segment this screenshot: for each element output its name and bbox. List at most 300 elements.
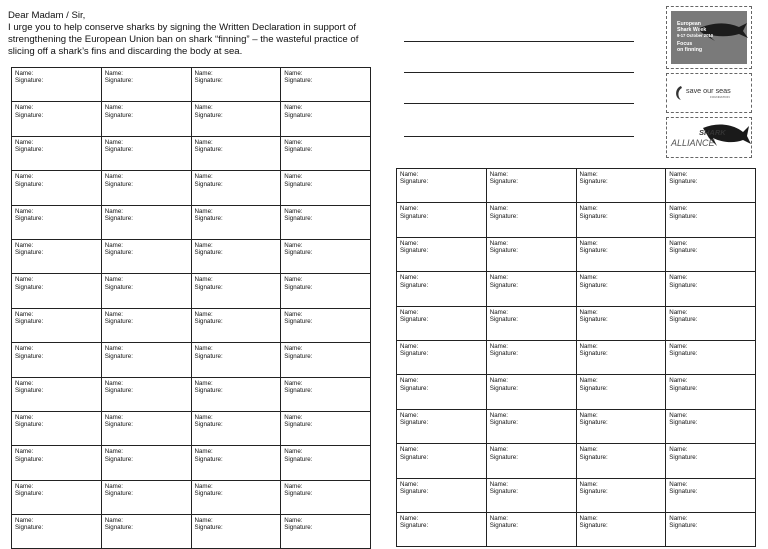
signature-cell[interactable]	[191, 515, 281, 549]
signature-label: Signature:	[194, 283, 223, 291]
signature-label: Signature:	[489, 281, 518, 289]
signature-grid-left	[11, 67, 371, 549]
signature-label: Signature:	[400, 487, 429, 495]
signature-cell[interactable]	[486, 409, 576, 443]
signature-cell[interactable]	[666, 169, 756, 203]
signature-cell[interactable]	[191, 343, 281, 377]
signature-row	[397, 169, 756, 203]
signature-cell[interactable]	[101, 205, 191, 239]
signature-cell[interactable]	[576, 478, 666, 512]
signature-cell[interactable]	[486, 512, 576, 546]
signature-cell[interactable]	[12, 68, 102, 102]
signature-cell[interactable]	[12, 136, 102, 170]
signature-label: Signature:	[669, 453, 698, 461]
signature-row	[12, 446, 371, 480]
signature-label: Signature:	[579, 487, 608, 495]
signature-row	[12, 411, 371, 445]
name-label: Name:	[104, 448, 123, 456]
address-line	[404, 41, 634, 42]
letter-line: slicing off a shark’s fins and discarding the body at sea.	[8, 46, 243, 58]
shark-week-focus-1: Focus	[677, 41, 693, 47]
save-our-seas-stamp	[666, 73, 752, 113]
signature-cell[interactable]	[12, 102, 102, 136]
signature-label: Signature:	[284, 283, 313, 291]
signature-label: Signature:	[669, 281, 698, 289]
signature-label: Signature:	[15, 249, 44, 257]
name-label: Name:	[284, 207, 303, 215]
signature-cell[interactable]	[486, 478, 576, 512]
signature-cell[interactable]	[576, 237, 666, 271]
signature-cell[interactable]	[486, 272, 576, 306]
letter-text	[8, 10, 368, 58]
name-label: Name:	[579, 514, 598, 522]
name-label: Name:	[284, 104, 303, 112]
signature-label: Signature:	[489, 247, 518, 255]
signature-label: Signature:	[489, 350, 518, 358]
name-label: Name:	[104, 310, 123, 318]
name-label: Name:	[489, 171, 508, 178]
name-label: Name:	[15, 276, 34, 284]
name-label: Name:	[489, 411, 508, 419]
signature-cell[interactable]	[12, 274, 102, 308]
signature-label: Signature:	[669, 247, 698, 255]
signature-cell[interactable]	[486, 237, 576, 271]
name-label: Name:	[104, 173, 123, 181]
name-label: Name:	[400, 274, 419, 282]
name-label: Name:	[15, 379, 34, 387]
signature-label: Signature:	[400, 212, 429, 220]
signature-label: Signature:	[284, 249, 313, 257]
name-label: Name:	[15, 413, 34, 421]
name-label: Name:	[400, 342, 419, 350]
signature-cell[interactable]	[486, 340, 576, 374]
signature-label: Signature:	[489, 178, 518, 186]
signature-cell[interactable]	[397, 478, 487, 512]
signature-label: Signature:	[194, 214, 223, 222]
signature-cell[interactable]	[101, 411, 191, 445]
signature-cell[interactable]	[576, 375, 666, 409]
signature-cell[interactable]	[101, 480, 191, 514]
signature-cell[interactable]	[397, 203, 487, 237]
signature-label: Signature:	[400, 453, 429, 461]
signature-label: Signature:	[400, 247, 429, 255]
signature-label: Signature:	[15, 421, 44, 429]
signature-label: Signature:	[15, 490, 44, 498]
name-label: Name:	[194, 345, 213, 353]
signature-cell[interactable]	[12, 446, 102, 480]
name-label: Name:	[104, 70, 123, 77]
shark-alliance-stamp	[666, 117, 752, 158]
name-label: Name:	[194, 310, 213, 318]
name-label: Name:	[579, 239, 598, 247]
name-label: Name:	[15, 241, 34, 249]
save-our-seas-logo-text: save our seas	[686, 86, 731, 95]
signature-cell[interactable]	[397, 340, 487, 374]
name-label: Name:	[579, 308, 598, 316]
signature-label: Signature:	[194, 180, 223, 188]
signature-label: Signature:	[15, 77, 44, 85]
signature-cell[interactable]	[191, 68, 281, 102]
signature-cell[interactable]	[281, 515, 371, 549]
signature-cell[interactable]	[576, 203, 666, 237]
name-label: Name:	[489, 514, 508, 522]
signature-label: Signature:	[669, 350, 698, 358]
signature-label: Signature:	[579, 247, 608, 255]
signature-cell[interactable]	[666, 306, 756, 340]
signature-cell[interactable]	[101, 308, 191, 342]
signature-cell[interactable]	[281, 205, 371, 239]
name-label: Name:	[669, 411, 688, 419]
name-label: Name:	[400, 171, 419, 178]
signature-cell[interactable]	[101, 446, 191, 480]
signature-cell[interactable]	[12, 205, 102, 239]
name-label: Name:	[669, 308, 688, 316]
signature-cell[interactable]	[191, 480, 281, 514]
signature-cell[interactable]	[191, 377, 281, 411]
signature-cell[interactable]	[666, 203, 756, 237]
signature-cell[interactable]	[101, 68, 191, 102]
signature-label: Signature:	[104, 283, 133, 291]
address-line	[404, 136, 634, 137]
name-label: Name:	[15, 207, 34, 215]
name-label: Name:	[15, 448, 34, 456]
signature-label: Signature:	[284, 77, 313, 85]
signature-cell[interactable]	[191, 308, 281, 342]
name-label: Name:	[284, 241, 303, 249]
name-label: Name:	[284, 310, 303, 318]
signature-cell[interactable]	[397, 306, 487, 340]
name-label: Name:	[104, 104, 123, 112]
shark-week-stamp	[666, 6, 752, 69]
signature-cell[interactable]	[191, 239, 281, 273]
signature-label: Signature:	[104, 180, 133, 188]
signature-row	[12, 239, 371, 273]
address-line	[404, 103, 634, 104]
signature-label: Signature:	[489, 419, 518, 427]
signature-cell[interactable]	[576, 169, 666, 203]
signature-label: Signature:	[400, 384, 429, 392]
signature-cell[interactable]	[576, 444, 666, 478]
signature-row	[12, 68, 371, 102]
signature-cell[interactable]	[101, 102, 191, 136]
signature-label: Signature:	[579, 522, 608, 530]
name-label: Name:	[489, 274, 508, 282]
signature-label: Signature:	[15, 524, 44, 532]
name-label: Name:	[669, 480, 688, 488]
shark-week-focus-2: on finning	[677, 47, 703, 53]
signature-row	[397, 478, 756, 512]
signature-label: Signature:	[400, 178, 429, 186]
name-label: Name:	[104, 276, 123, 284]
signature-cell[interactable]	[101, 377, 191, 411]
signature-cell[interactable]	[101, 239, 191, 273]
signature-cell[interactable]	[12, 411, 102, 445]
signature-label: Signature:	[284, 111, 313, 119]
name-label: Name:	[400, 480, 419, 488]
signature-row	[397, 375, 756, 409]
signature-label: Signature:	[669, 178, 698, 186]
signature-cell[interactable]	[101, 171, 191, 205]
signature-label: Signature:	[489, 453, 518, 461]
name-label: Name:	[284, 379, 303, 387]
signature-label: Signature:	[579, 453, 608, 461]
signature-cell[interactable]	[281, 377, 371, 411]
name-label: Name:	[579, 342, 598, 350]
name-label: Name:	[284, 517, 303, 525]
signature-label: Signature:	[579, 178, 608, 186]
name-label: Name:	[194, 138, 213, 146]
name-label: Name:	[579, 480, 598, 488]
signature-row	[12, 308, 371, 342]
signature-cell[interactable]	[101, 343, 191, 377]
signature-label: Signature:	[194, 421, 223, 429]
signature-label: Signature:	[400, 419, 429, 427]
signature-label: Signature:	[15, 455, 44, 463]
signature-cell[interactable]	[666, 444, 756, 478]
signature-cell[interactable]	[281, 411, 371, 445]
signature-cell[interactable]	[101, 136, 191, 170]
signature-label: Signature:	[579, 315, 608, 323]
name-label: Name:	[15, 70, 34, 77]
signature-label: Signature:	[579, 419, 608, 427]
signature-cell[interactable]	[666, 409, 756, 443]
signature-cell[interactable]	[666, 512, 756, 546]
name-label: Name:	[669, 377, 688, 385]
signature-label: Signature:	[284, 180, 313, 188]
signature-label: Signature:	[15, 386, 44, 394]
name-label: Name:	[15, 104, 34, 112]
signature-cell[interactable]	[191, 136, 281, 170]
signature-label: Signature:	[284, 318, 313, 326]
signature-label: Signature:	[194, 77, 223, 85]
signature-row	[397, 409, 756, 443]
signature-cell[interactable]	[12, 515, 102, 549]
signature-cell[interactable]	[397, 237, 487, 271]
signature-cell[interactable]	[191, 205, 281, 239]
signature-cell[interactable]	[101, 515, 191, 549]
signature-row	[12, 343, 371, 377]
signature-label: Signature:	[194, 386, 223, 394]
shark-alliance-word-2: ALLIANCE	[671, 138, 715, 148]
signature-label: Signature:	[194, 352, 223, 360]
signature-cell[interactable]	[281, 480, 371, 514]
name-label: Name:	[104, 413, 123, 421]
signature-cell[interactable]	[191, 102, 281, 136]
signature-label: Signature:	[669, 522, 698, 530]
signature-label: Signature:	[284, 524, 313, 532]
signature-label: Signature:	[489, 487, 518, 495]
signature-row	[397, 203, 756, 237]
signature-label: Signature:	[15, 214, 44, 222]
signature-cell[interactable]	[666, 237, 756, 271]
name-label: Name:	[15, 310, 34, 318]
name-label: Name:	[194, 241, 213, 249]
name-label: Name:	[104, 241, 123, 249]
name-label: Name:	[489, 205, 508, 213]
name-label: Name:	[284, 482, 303, 490]
signature-cell[interactable]	[397, 409, 487, 443]
signature-cell[interactable]	[397, 375, 487, 409]
signature-cell[interactable]	[281, 171, 371, 205]
name-label: Name:	[15, 345, 34, 353]
signature-label: Signature:	[194, 249, 223, 257]
name-label: Name:	[284, 448, 303, 456]
signature-label: Signature:	[669, 212, 698, 220]
name-label: Name:	[104, 379, 123, 387]
name-label: Name:	[579, 377, 598, 385]
signature-grid-right	[396, 168, 756, 547]
signature-label: Signature:	[284, 421, 313, 429]
shark-week-title-1: European	[677, 21, 701, 27]
signature-label: Signature:	[15, 283, 44, 291]
signature-label: Signature:	[15, 180, 44, 188]
signature-label: Signature:	[194, 455, 223, 463]
signature-cell[interactable]	[12, 308, 102, 342]
signature-cell[interactable]	[281, 308, 371, 342]
name-label: Name:	[194, 379, 213, 387]
signature-label: Signature:	[104, 455, 133, 463]
signature-cell[interactable]	[666, 272, 756, 306]
name-label: Name:	[489, 480, 508, 488]
name-label: Name:	[104, 482, 123, 490]
shark-week-date: 9-17 October 2010	[677, 33, 714, 38]
signature-row	[12, 377, 371, 411]
name-label: Name:	[194, 517, 213, 525]
signature-label: Signature:	[284, 490, 313, 498]
name-label: Name:	[489, 239, 508, 247]
signature-cell[interactable]	[101, 274, 191, 308]
signature-cell[interactable]	[576, 340, 666, 374]
name-label: Name:	[400, 411, 419, 419]
name-label: Name:	[194, 104, 213, 112]
signature-cell[interactable]	[12, 171, 102, 205]
name-label: Name:	[194, 413, 213, 421]
signature-label: Signature:	[194, 490, 223, 498]
name-label: Name:	[400, 514, 419, 522]
name-label: Name:	[104, 207, 123, 215]
signature-cell[interactable]	[576, 512, 666, 546]
name-label: Name:	[284, 345, 303, 353]
signature-label: Signature:	[15, 318, 44, 326]
shark-week-title-2: Shark Week	[677, 27, 707, 33]
signature-cell[interactable]	[486, 306, 576, 340]
name-label: Name:	[284, 413, 303, 421]
name-label: Name:	[489, 308, 508, 316]
signature-cell[interactable]	[12, 239, 102, 273]
signature-cell[interactable]	[397, 444, 487, 478]
signature-cell[interactable]	[281, 136, 371, 170]
signature-cell[interactable]	[281, 343, 371, 377]
name-label: Name:	[15, 482, 34, 490]
name-label: Name:	[104, 138, 123, 146]
letter-line: I urge you to help conserve sharks by signing the Written Declaration in support of	[8, 22, 357, 34]
name-label: Name:	[400, 446, 419, 454]
signature-label: Signature:	[400, 522, 429, 530]
name-label: Name:	[669, 274, 688, 282]
signature-cell[interactable]	[281, 446, 371, 480]
signature-label: Signature:	[104, 249, 133, 257]
name-label: Name:	[194, 448, 213, 456]
signature-label: Signature:	[284, 386, 313, 394]
name-label: Name:	[284, 138, 303, 146]
signature-label: Signature:	[104, 524, 133, 532]
signature-cell[interactable]	[281, 102, 371, 136]
signature-cell[interactable]	[576, 306, 666, 340]
signature-cell[interactable]	[486, 203, 576, 237]
signature-label: Signature:	[669, 384, 698, 392]
signature-row	[12, 171, 371, 205]
name-label: Name:	[15, 517, 34, 525]
name-label: Name:	[194, 207, 213, 215]
save-our-seas-foundation: FOUNDATION	[710, 95, 730, 99]
name-label: Name:	[669, 514, 688, 522]
signature-cell[interactable]	[666, 478, 756, 512]
signature-cell[interactable]	[486, 169, 576, 203]
signature-cell[interactable]	[666, 375, 756, 409]
signature-label: Signature:	[284, 214, 313, 222]
name-label: Name:	[194, 276, 213, 284]
name-label: Name:	[400, 239, 419, 247]
signature-cell[interactable]	[191, 171, 281, 205]
signature-label: Signature:	[15, 111, 44, 119]
signature-cell[interactable]	[397, 272, 487, 306]
signature-label: Signature:	[669, 487, 698, 495]
signature-cell[interactable]	[191, 411, 281, 445]
signature-label: Signature:	[194, 146, 223, 154]
signature-cell[interactable]	[666, 340, 756, 374]
signature-label: Signature:	[579, 281, 608, 289]
signature-label: Signature:	[284, 146, 313, 154]
signature-label: Signature:	[489, 522, 518, 530]
name-label: Name:	[489, 342, 508, 350]
signature-row	[12, 136, 371, 170]
signature-cell[interactable]	[576, 272, 666, 306]
name-label: Name:	[284, 70, 303, 77]
signature-cell[interactable]	[281, 68, 371, 102]
signature-cell[interactable]	[12, 480, 102, 514]
signature-row	[397, 272, 756, 306]
name-label: Name:	[669, 205, 688, 213]
signature-label: Signature:	[104, 490, 133, 498]
name-label: Name:	[579, 411, 598, 419]
signature-label: Signature:	[579, 212, 608, 220]
signature-cell[interactable]	[191, 446, 281, 480]
signature-cell[interactable]	[397, 512, 487, 546]
signature-cell[interactable]	[191, 274, 281, 308]
signature-cell[interactable]	[486, 444, 576, 478]
signature-label: Signature:	[15, 146, 44, 154]
signature-cell[interactable]	[486, 375, 576, 409]
signature-cell[interactable]	[281, 274, 371, 308]
shark-alliance-word-1: SHARK	[699, 128, 726, 137]
name-label: Name:	[104, 345, 123, 353]
name-label: Name:	[669, 446, 688, 454]
signature-cell[interactable]	[12, 343, 102, 377]
name-label: Name:	[489, 446, 508, 454]
signature-cell[interactable]	[576, 409, 666, 443]
signature-cell[interactable]	[12, 377, 102, 411]
name-label: Name:	[284, 276, 303, 284]
signature-label: Signature:	[104, 352, 133, 360]
name-label: Name:	[669, 342, 688, 350]
signature-label: Signature:	[194, 524, 223, 532]
name-label: Name:	[15, 138, 34, 146]
signature-label: Signature:	[15, 352, 44, 360]
signature-cell[interactable]	[281, 239, 371, 273]
signature-row	[12, 205, 371, 239]
signature-cell[interactable]	[397, 169, 487, 203]
signature-label: Signature:	[104, 421, 133, 429]
